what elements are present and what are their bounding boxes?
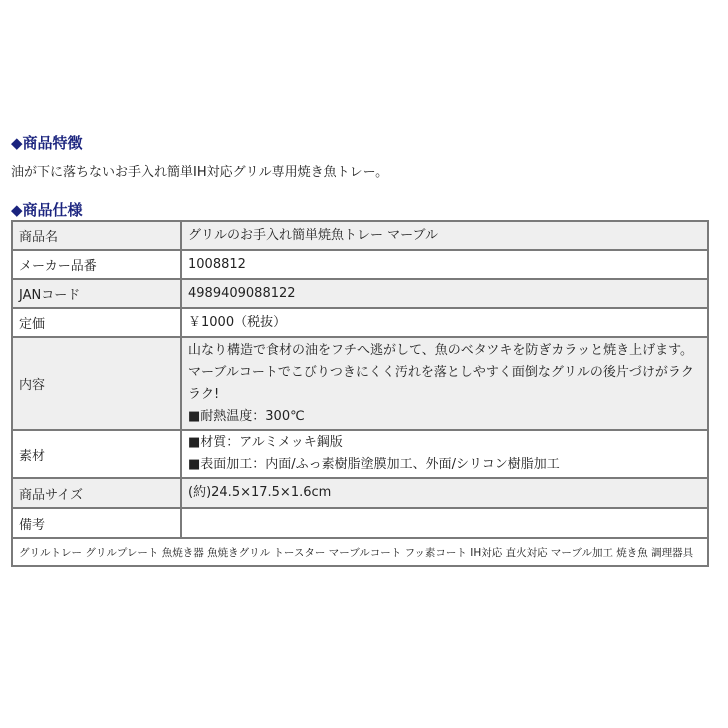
spec-row [12,337,708,430]
spec-value [181,337,708,430]
spec-label: 商品サイズ [12,478,181,508]
specs-heading: ◆商品仕様 [11,201,83,219]
spec-value-line: 1008812 [188,256,246,272]
spec-value [181,478,708,508]
spec-row [12,279,708,308]
keywords: グリルトレー グリルプレート 魚焼き器 魚焼きグリル トースター マーブルコート フッ素コート IH対応 直火対応 マーブル加工 焼き魚 調理器具 [12,538,708,566]
spec-label: JANコード [12,279,181,308]
spec-value-line: グリルのお手入れ簡単焼魚トレー マーブル [188,227,438,243]
spec-value-line: 山なり構造で食材の油をフチへ逃がして、魚のベタツキを防ぎカラッと焼き上げます。 [188,342,694,358]
spec-value [181,430,708,478]
spec-value-line: マーブルコートでこびりつきにくく汚れを落としやすく面倒なグリルの後片づけがラクラク! [188,364,694,402]
spec-value [181,221,708,250]
spec-label: メーカー品番 [12,250,181,279]
spec-label: 内容 [12,337,181,430]
spec-value-line: ￥1000（税抜） [188,314,287,330]
spec-value-line: ■耐熱温度：300℃ [188,408,305,424]
spec-value [181,508,708,538]
features-heading: ◆商品特徴 [11,134,83,152]
features-text: 油が下に落ちないお手入れ簡単IH対応グリル専用焼き魚トレー。 [11,165,389,180]
spec-row [12,508,708,538]
spec-row [12,478,708,508]
spec-label: 素材 [12,430,181,478]
spec-row [12,221,708,250]
spec-value [181,308,708,337]
spec-table [11,220,709,567]
spec-value [181,279,708,308]
spec-label: 定価 [12,308,181,337]
spec-value-line: (約)24.5×17.5×1.6cm [188,485,332,500]
spec-value-line: 4989409088122 [188,285,296,301]
spec-label: 備考 [12,508,181,538]
spec-value-line: ■材質：アルミメッキ鋼版 [188,435,343,450]
spec-row [12,250,708,279]
spec-value [181,250,708,279]
spec-row [12,430,708,478]
spec-value-line: ■表面加工：内面/ふっ素樹脂塗膜加工、外面/シリコン樹脂加工 [188,457,560,472]
spec-row [12,308,708,337]
spec-label: 商品名 [12,221,181,250]
